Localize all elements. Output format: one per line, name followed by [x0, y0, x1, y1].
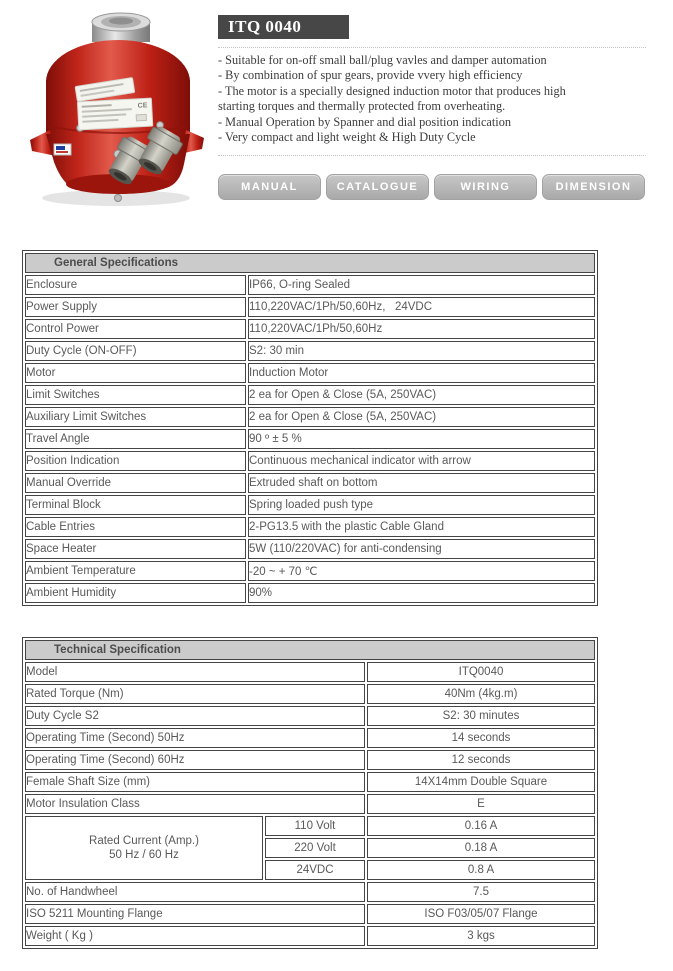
description-line: - Suitable for on-off small ball/plug vavles and damper automation — [218, 53, 547, 67]
spec-value: 3 kgs — [367, 926, 595, 946]
rated-current-value: 0.8 A — [367, 860, 595, 880]
spec-row — [25, 561, 595, 581]
product-description — [218, 53, 646, 145]
spec-label: Operating Time (Second) 50Hz — [25, 728, 365, 748]
general-specifications-header: General Specifications — [25, 253, 595, 273]
spec-row — [25, 750, 595, 770]
spec-value: ITQ0040 — [367, 662, 595, 682]
rated-current-value: 0.18 A — [367, 838, 595, 858]
spec-value: Induction Motor — [248, 363, 595, 383]
spec-label: Ambient Temperature — [25, 561, 246, 581]
spec-label: Cable Entries — [25, 517, 246, 537]
spec-row — [25, 473, 595, 493]
description-line: - Very compact and light weight & High Duty Cycle — [218, 130, 476, 145]
actuator-image — [20, 8, 208, 212]
spec-value: 110,220VAC/1Ph/50,60Hz — [248, 319, 595, 339]
spec-label: Space Heater — [25, 539, 246, 559]
spec-value: 2-PG13.5 with the plastic Cable Gland — [248, 517, 595, 537]
spec-row — [25, 341, 595, 361]
spec-label: Travel Angle — [25, 429, 246, 449]
spec-label: Enclosure — [25, 275, 246, 295]
spec-label: Power Supply — [25, 297, 246, 317]
manual-button[interactable]: MANUAL — [218, 174, 321, 200]
table-header-row — [25, 640, 595, 660]
spec-row — [25, 662, 595, 682]
spec-row — [25, 451, 595, 471]
spec-label: Limit Switches — [25, 385, 246, 405]
spec-value: 7.5 — [367, 882, 595, 902]
spec-label: Ambient Humidity — [25, 583, 246, 603]
rated-current-condition: 220 Volt — [265, 838, 365, 858]
divider-top — [218, 47, 646, 48]
spec-row — [25, 794, 595, 814]
spec-label: Model — [25, 662, 365, 682]
spec-row — [25, 319, 595, 339]
spec-label: Duty Cycle S2 — [25, 706, 365, 726]
spec-row — [25, 926, 595, 946]
spec-value: IP66, O-ring Sealed — [248, 275, 595, 295]
spec-value: 5W (110/220VAC) for anti-condensing — [248, 539, 595, 559]
spec-label: No. of Handwheel — [25, 882, 365, 902]
description-line: - Manual Operation by Spanner and dial position indication — [218, 114, 512, 129]
spec-row — [25, 429, 595, 449]
rated-current-value: 0.16 A — [367, 816, 595, 836]
spec-value: S2: 30 min — [248, 341, 595, 361]
spec-value: -20 ~ + 70 ℃ — [248, 561, 595, 581]
description-line: starting torques and thermally protected from overheating. — [218, 99, 506, 114]
product-photo — [20, 8, 208, 212]
spec-row — [25, 495, 595, 515]
spec-value: 14X14mm Double Square — [367, 772, 595, 792]
spec-value: S2: 30 minutes — [367, 706, 595, 726]
wiring-button[interactable]: WIRING — [434, 174, 537, 200]
document-buttons — [218, 174, 646, 200]
spec-label: Terminal Block — [25, 495, 246, 515]
spec-row — [25, 385, 595, 405]
spec-label: Position Indication — [25, 451, 246, 471]
description-line: - The motor is a specially designed induction motor that produces high — [218, 83, 566, 98]
spec-label: Manual Override — [25, 473, 246, 493]
spec-value: 90 º ± 5 % — [248, 429, 595, 449]
spec-row — [25, 882, 595, 902]
spec-label: Control Power — [25, 319, 246, 339]
spec-value: ISO F03/05/07 Flange — [367, 904, 595, 924]
spec-value: 12 seconds — [367, 750, 595, 770]
spec-value: Spring loaded push type — [248, 495, 595, 515]
spec-row — [25, 539, 595, 559]
spec-value: Extruded shaft on bottom — [248, 473, 595, 493]
spec-value: 40Nm (4kg.m) — [367, 684, 595, 704]
product-title: ITQ 0040 — [218, 15, 349, 39]
catalogue-button[interactable]: CATALOGUE — [326, 174, 429, 200]
rated-current-condition: 110 Volt — [265, 816, 365, 836]
spec-value: 2 ea for Open & Close (5A, 250VAC) — [248, 407, 595, 427]
divider-bottom — [218, 155, 646, 156]
spec-value: 90% — [248, 583, 595, 603]
rated-current-label-line2: 50 Hz / 60 Hz — [109, 849, 179, 861]
spec-label: Weight ( Kg ) — [25, 926, 365, 946]
general-specifications-table — [22, 250, 598, 606]
spec-value: 2 ea for Open & Close (5A, 250VAC) — [248, 385, 595, 405]
spec-row — [25, 517, 595, 537]
rated-current-row — [25, 816, 595, 836]
spec-row — [25, 407, 595, 427]
spec-label: Duty Cycle (ON-OFF) — [25, 341, 246, 361]
rated-current-label-line1: Rated Current (Amp.) — [89, 835, 199, 847]
spec-row — [25, 904, 595, 924]
spec-row — [25, 706, 595, 726]
spec-label: Motor Insulation Class — [25, 794, 365, 814]
technical-specification-header: Technical Specification — [25, 640, 595, 660]
spec-value: E — [367, 794, 595, 814]
spec-value: 14 seconds — [367, 728, 595, 748]
technical-specification-table — [22, 637, 598, 949]
spec-value: 110,220VAC/1Ph/50,60Hz, 24VDC — [248, 297, 595, 317]
spec-value: Continuous mechanical indicator with arrow — [248, 451, 595, 471]
spec-label: Motor — [25, 363, 246, 383]
spec-row — [25, 297, 595, 317]
spec-row — [25, 583, 595, 603]
rated-current-condition: 24VDC — [265, 860, 365, 880]
rated-current-label — [25, 816, 263, 880]
spec-row — [25, 684, 595, 704]
spec-label: Rated Torque (Nm) — [25, 684, 365, 704]
spec-row — [25, 275, 595, 295]
svg-text:CE: CE — [137, 102, 148, 110]
product-info-panel — [218, 15, 646, 200]
spec-label: Auxiliary Limit Switches — [25, 407, 246, 427]
description-line: - By combination of spur gears, provide vvery high efficiency — [218, 68, 523, 83]
spec-row — [25, 772, 595, 792]
spec-label: Female Shaft Size (mm) — [25, 772, 365, 792]
spec-row — [25, 728, 595, 748]
spec-label: ISO 5211 Mounting Flange — [25, 904, 365, 924]
dimension-button[interactable]: DIMENSION — [542, 174, 645, 200]
table-header-row — [25, 253, 595, 273]
spec-row — [25, 363, 595, 383]
spec-label: Operating Time (Second) 60Hz — [25, 750, 365, 770]
